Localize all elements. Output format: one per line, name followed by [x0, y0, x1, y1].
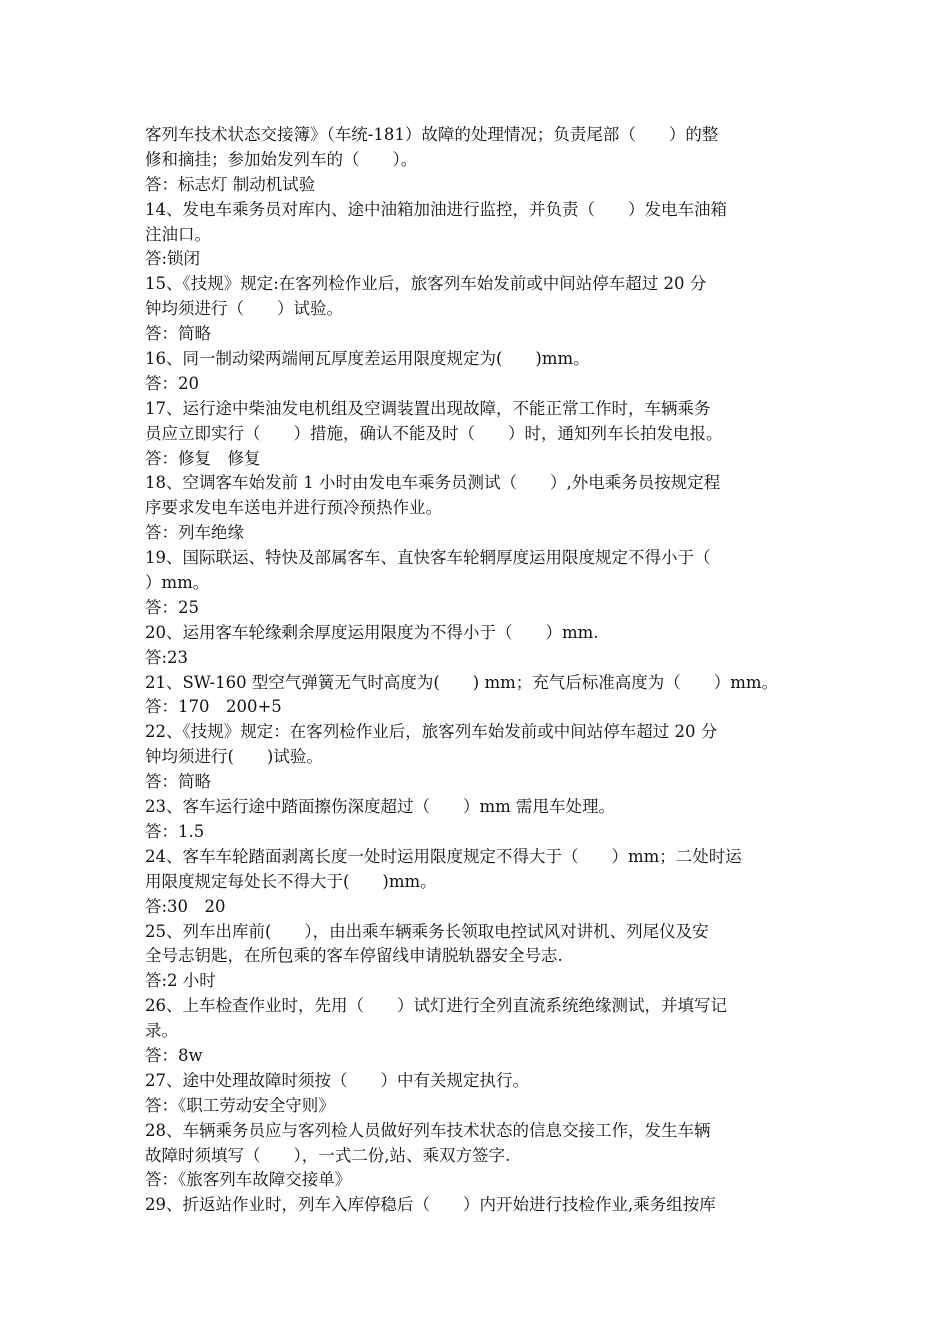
question-line: 23、客车运行途中踏面擦伤深度超过（ ）mm 需甩车处理。 [145, 797, 616, 817]
question-line: 14、发电车乘务员对库内、途中油箱加油进行监控，并负责（ ）发电车油箱 [145, 199, 727, 219]
answer-line: 答：25 [145, 597, 199, 617]
answer-line: 答:23 [145, 647, 189, 667]
text-line: 序要求发电车送电并进行预冷预热作业。 [145, 498, 442, 518]
question-line: 20、运用客车轮缘剩余厚度运用限度为不得小于（ ）mm. [145, 622, 599, 642]
question-line: 21、SW-160 型空气弹簧无气时高度为( ) mm；充气后标准高度为（ ）mm。 [145, 672, 779, 692]
text-line: 录。 [145, 1021, 178, 1041]
text-line: ）mm。 [145, 573, 210, 593]
answer-line: 答:2 小时 [145, 971, 216, 991]
answer-line: 答：《旅客列车故障交接单》 [145, 1170, 352, 1190]
answer-line: 答：8w [145, 1045, 203, 1065]
answer-line: 答:30 20 [145, 896, 226, 916]
document-body [145, 123, 807, 1218]
question-line: 19、国际联运、特快及部属客车、直快客车轮辋厚度运用限度规定不得小于（ [145, 548, 711, 568]
answer-line: 答：标志灯 制动机试验 [145, 174, 316, 194]
answer-line: 答：1.5 [145, 821, 205, 841]
question-line: 15、《技规》规定:在客列检作业后，旅客列车始发前或中间站停车超过 20 分 [145, 274, 707, 294]
question-line: 25、列车出库前( ），由出乘车辆乘务长领取电控试风对讲机、列尾仪及安 [145, 921, 709, 941]
answer-line: 答：170 200+5 [145, 697, 282, 717]
question-line: 29、折返站作业时，列车入库停稳后（ ）内开始进行技检作业,乘务组按库 [145, 1195, 716, 1215]
text-line: 修和摘挂；参加始发列车的（ ）。 [145, 149, 418, 169]
question-line: 17、运行途中柴油发电机组及空调装置出现故障，不能正常工作时，车辆乘务 [145, 398, 711, 418]
answer-line: 答：列车绝缘 [145, 523, 244, 543]
question-line: 26、上车检查作业时，先用（ ）试灯进行全列直流系统绝缘测试，并填写记 [145, 996, 727, 1016]
answer-line: 答:锁闭 [145, 249, 201, 269]
text-line: 客列车技术状态交接簿》（车统-181）故障的处理情况；负责尾部（ ）的整 [145, 125, 719, 144]
text-line: 全号志钥匙，在所包乘的客车停留线申请脱轨器安全号志. [145, 946, 563, 966]
question-line: 16、同一制动梁两端闸瓦厚度差运用限度规定为( )mm。 [145, 349, 590, 369]
question-line: 22、《技规》规定：在客列检作业后，旅客列车始发前或中间站停车超过 20 分 [145, 722, 718, 742]
text-line: 员应立即实行（ ）措施，确认不能及时（ ）时，通知列车长拍发电报。 [145, 423, 723, 443]
answer-line: 答：简略 [145, 772, 211, 792]
text-line: 故障时须填写（ ），一式二份,站、乘双方签字. [145, 1145, 511, 1165]
question-line: 28、车辆乘务员应与客列检人员做好列车技术状态的信息交接工作，发生车辆 [145, 1120, 711, 1140]
question-line: 18、空调客车始发前 1 小时由发电车乘务员测试（ ）,外电乘务员按规定程 [145, 473, 721, 493]
text-line: 注油口。 [145, 224, 211, 244]
answer-line: 答：20 [145, 373, 199, 393]
text-line: 钟均须进行（ ）试验。 [145, 299, 343, 319]
question-line: 24、客车车轮踏面剥离长度一处时运用限度规定不得大于（ ）mm；二处时运 [145, 846, 742, 866]
text-line: 用限度规定每处长不得大于( )mm。 [145, 871, 437, 891]
answer-line: 答：修复 修复 [145, 448, 261, 468]
answer-line: 答：《职工劳动安全守则》 [145, 1095, 335, 1115]
answer-line: 答：简略 [145, 324, 211, 344]
question-line: 27、途中处理故障时须按（ ）中有关规定执行。 [145, 1070, 529, 1090]
text-line: 钟均须进行( )试验。 [145, 747, 323, 767]
